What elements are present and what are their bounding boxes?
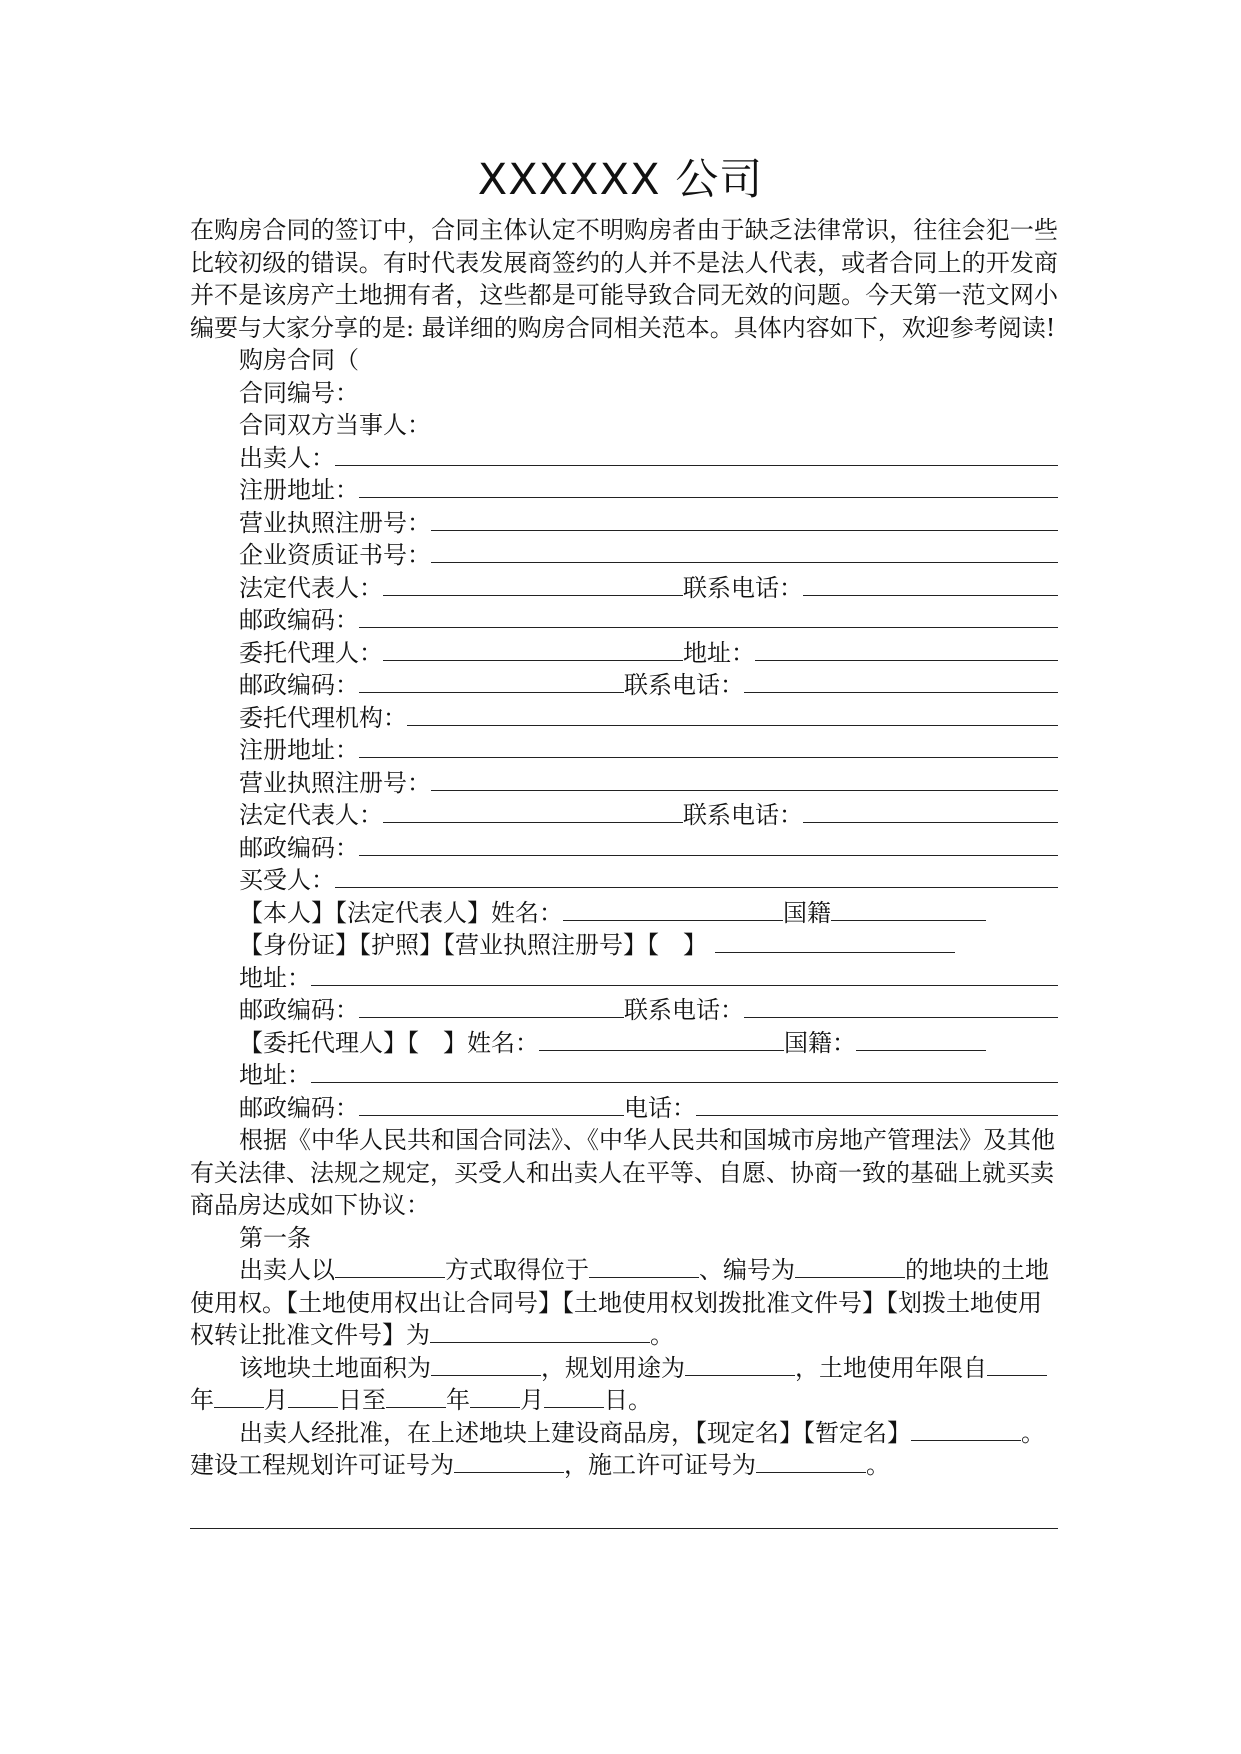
seller-rep-line: 法定代表人： 联系电话： xyxy=(190,572,1058,605)
seller-agent-postcode-line: 邮政编码： 联系电话： xyxy=(190,669,1058,702)
blank-line xyxy=(386,1387,446,1408)
seller-reg-addr-line: 注册地址： xyxy=(190,474,1058,507)
blank-line xyxy=(911,1420,1021,1441)
buyer-agent-line: 【委托代理人】【 】姓名： 国籍： xyxy=(190,1027,1058,1060)
blank-line xyxy=(311,1062,1058,1083)
buyer-agent-postcode-line: 邮政编码： 电话： xyxy=(190,1092,1058,1125)
blank-line xyxy=(335,867,1058,888)
legal-basis-paragraph: 根据《中华人民共和国合同法》、《中华人民共和国城市房地产管理法》及其他有关法律、法规之规定，买受人和出卖人在平等、自愿、协商一致的基础上就买卖商品房达成如下协议： xyxy=(190,1126,1055,1219)
bottom-rule xyxy=(190,1528,1058,1529)
article-1-heading: 第一条 xyxy=(239,1223,311,1252)
blank-line xyxy=(311,965,1058,986)
blank-line xyxy=(563,900,783,921)
blank-line xyxy=(589,1257,699,1278)
blank-line xyxy=(831,900,986,921)
blank-line xyxy=(756,1452,866,1473)
spacer xyxy=(190,1482,1058,1528)
seller-agent-line: 委托代理人： 地址： xyxy=(190,637,1058,670)
blank-line xyxy=(431,542,1058,563)
blank-line xyxy=(431,510,1058,531)
blank-line xyxy=(288,1387,338,1408)
agency-postcode-line: 邮政编码： xyxy=(190,832,1058,865)
blank-line xyxy=(383,575,683,596)
blank-line xyxy=(359,737,1058,758)
blank-line xyxy=(470,1387,520,1408)
buyer-id-line: 【身份证】【护照】【营业执照注册号】【 】 xyxy=(190,929,1058,962)
blank-line xyxy=(359,1095,624,1116)
blank-line xyxy=(214,1387,264,1408)
blank-line xyxy=(359,607,1058,628)
blank-line xyxy=(359,835,1058,856)
agency-line: 委托代理机构： xyxy=(190,702,1058,735)
blank-line xyxy=(795,1257,905,1278)
article-1-paragraph-2: 该地块土地面积为 ，规划用途为 ，土地使用年限自年 月 日至 年 月 日。 xyxy=(190,1352,1058,1417)
seller-license-line: 营业执照注册号： xyxy=(190,507,1058,540)
buyer-postcode-line: 邮政编码： 联系电话： xyxy=(190,994,1058,1027)
seller-qual-line: 企业资质证书号： xyxy=(190,539,1058,572)
blank-line xyxy=(335,445,1058,466)
blank-line xyxy=(696,1095,1058,1116)
article-1-paragraph-3: 出卖人经批准，在上述地块上建设商品房，【现定名】【暂定名】 。建设工程规划许可证号为 ，施工许可证号为 。 xyxy=(190,1418,1045,1479)
buyer-address-line: 地址： xyxy=(190,962,1058,995)
blank-line xyxy=(407,705,1058,726)
buyer-name-line: 【本人】【法定代表人】姓名： 国籍 xyxy=(190,897,1058,930)
blank-line xyxy=(803,575,1058,596)
blank-line xyxy=(335,1257,445,1278)
agency-reg-addr-line: 注册地址： xyxy=(190,734,1058,767)
blank-line xyxy=(544,1387,604,1408)
agency-license-line: 营业执照注册号： xyxy=(190,767,1058,800)
seller-postcode-line: 邮政编码： xyxy=(190,604,1058,637)
blank-line xyxy=(359,672,624,693)
page-title: XXXXXX 公司 xyxy=(477,155,764,205)
blank-line xyxy=(359,997,624,1018)
blank-line xyxy=(856,1030,986,1051)
blank-line xyxy=(383,640,683,661)
contract-number-line: 合同编号： xyxy=(239,378,359,407)
blank-line xyxy=(359,477,1058,498)
blank-line xyxy=(715,932,955,953)
agency-rep-line: 法定代表人： 联系电话： xyxy=(190,799,1058,832)
blank-line xyxy=(685,1355,795,1376)
blank-line xyxy=(431,1355,541,1376)
buyer-line: 买受人： xyxy=(190,864,1058,897)
parties-line: 合同双方当事人： xyxy=(239,411,431,439)
blank-line xyxy=(430,1322,650,1343)
blank-line xyxy=(383,802,683,823)
blank-line xyxy=(803,802,1058,823)
intro-paragraph: 在购房合同的签订中，合同主体认定不明购房者由于缺乏法律常识，往往会犯一些比较初级的错误。有时代表发展商签约的人并不是法人代表，或者合同上的开发商并不是该房产土地拥有者，这些都是可能导致合同无效的问题。今天第一范文网小编要与大家分享的是: 最详细的购房合同相关范本。具体内容如下，欢迎参考阅读! xyxy=(190,216,1058,342)
blank-line xyxy=(454,1452,564,1473)
buyer-agent-address-line: 地址： xyxy=(190,1059,1058,1092)
article-1-paragraph-1: 出卖人以 方式取得位于 、编号为 的地块的土地使用权。【土地使用权出让合同号】【土地使用权划拨批准文件号】【划拨土地使用权转让批准文件号】为 。 xyxy=(190,1256,1049,1349)
contract-heading: 购房合同（ xyxy=(239,346,359,374)
blank-line xyxy=(744,997,1058,1018)
blank-line xyxy=(744,672,1058,693)
seller-line: 出卖人： xyxy=(190,442,1058,475)
blank-line xyxy=(431,770,1058,791)
blank-line xyxy=(987,1355,1047,1376)
blank-line xyxy=(539,1030,784,1051)
document-body xyxy=(190,214,1058,1529)
blank-line xyxy=(755,640,1058,661)
